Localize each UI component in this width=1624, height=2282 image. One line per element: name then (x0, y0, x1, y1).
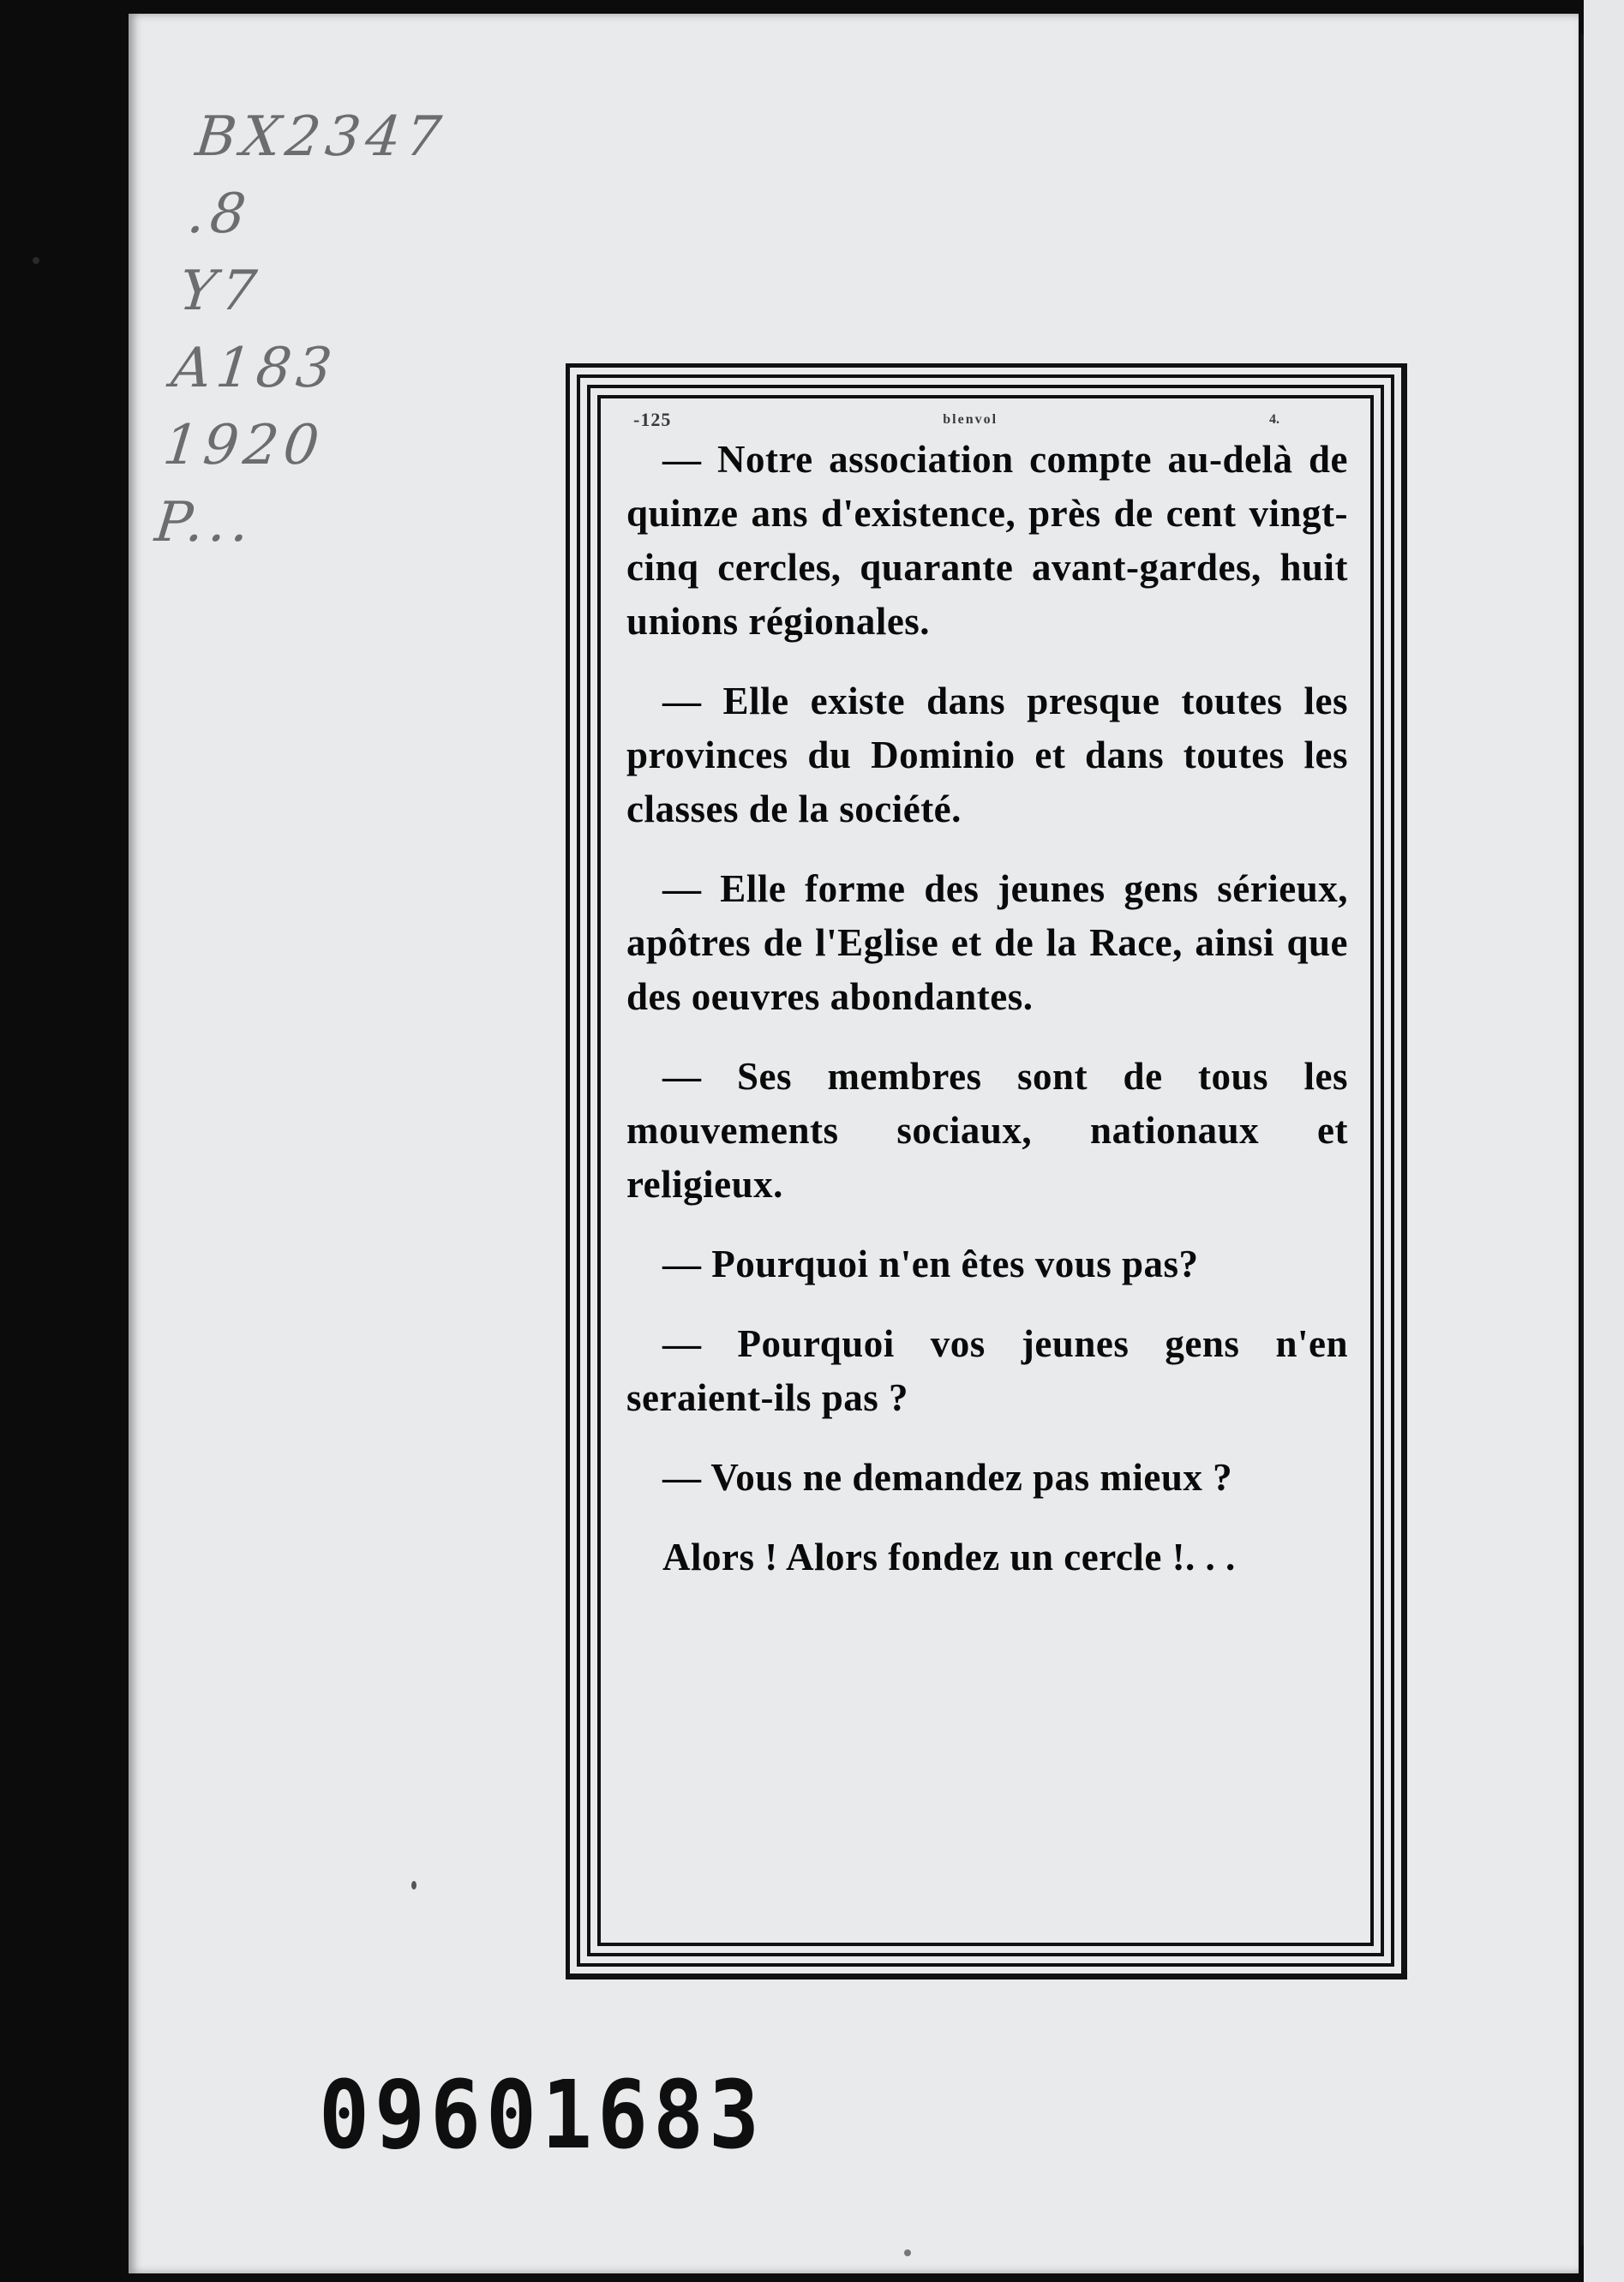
paragraph (626, 1050, 1348, 1212)
box-content (597, 395, 1374, 1946)
paragraph (626, 433, 1348, 649)
call-number-line: P... (152, 491, 258, 554)
header-mark: 4. (1269, 412, 1279, 427)
paragraph-text: — Notre association compte au-delà de quinze ans d'existence, près de cent vingt-cinq cercles, quarante avant-gardes, huit unions régionales. (626, 438, 1348, 643)
paragraph-text: Alors ! Alors fondez un cercle !. . . (662, 1536, 1236, 1578)
paragraph-text: — Ses membres sont de tous les mouvements sociaux, nationaux et religieux. (626, 1055, 1348, 1206)
paragraph (626, 1237, 1348, 1291)
paragraph-text: — Vous ne demandez pas mieux ? (662, 1456, 1233, 1499)
call-number-line: A183 (168, 337, 340, 400)
call-number-line: Y7 (176, 260, 265, 323)
paragraph (626, 1530, 1348, 1584)
scan-speck (411, 1881, 416, 1890)
box-header-strip (626, 410, 1348, 429)
call-number-line: .8 (184, 183, 255, 246)
facing-page-edge (1584, 0, 1624, 2282)
box-border (577, 374, 1394, 1967)
paragraph-text: — Elle forme des jeunes gens sérieux, apôtres de l'Eglise et de la Race, ainsi que des oeuvres abondantes. (626, 867, 1348, 1018)
header-number: -125 (633, 409, 672, 430)
barcode-number: 09601683 (319, 2061, 765, 2171)
advertisement-box (566, 363, 1407, 1980)
paragraph (626, 1317, 1348, 1425)
call-number-line: 1920 (159, 414, 327, 477)
paragraph-text: — Elle existe dans presque toutes les provinces du Dominio et dans toutes les classes de la société. (626, 680, 1348, 830)
call-number-line: BX2347 (192, 105, 450, 169)
handwritten-call-number (152, 99, 483, 561)
scan-speck (33, 257, 39, 264)
paragraph-text: — Pourquoi vos jeunes gens n'en seraient-ils pas ? (626, 1322, 1348, 1419)
scan-speck (904, 2249, 911, 2256)
paragraph (626, 674, 1348, 836)
header-word: blenvol (943, 412, 998, 427)
paragraph-text: — Pourquoi n'en êtes vous pas? (662, 1243, 1199, 1285)
paragraph (626, 862, 1348, 1024)
box-border (587, 385, 1384, 1956)
paragraph (626, 1451, 1348, 1505)
